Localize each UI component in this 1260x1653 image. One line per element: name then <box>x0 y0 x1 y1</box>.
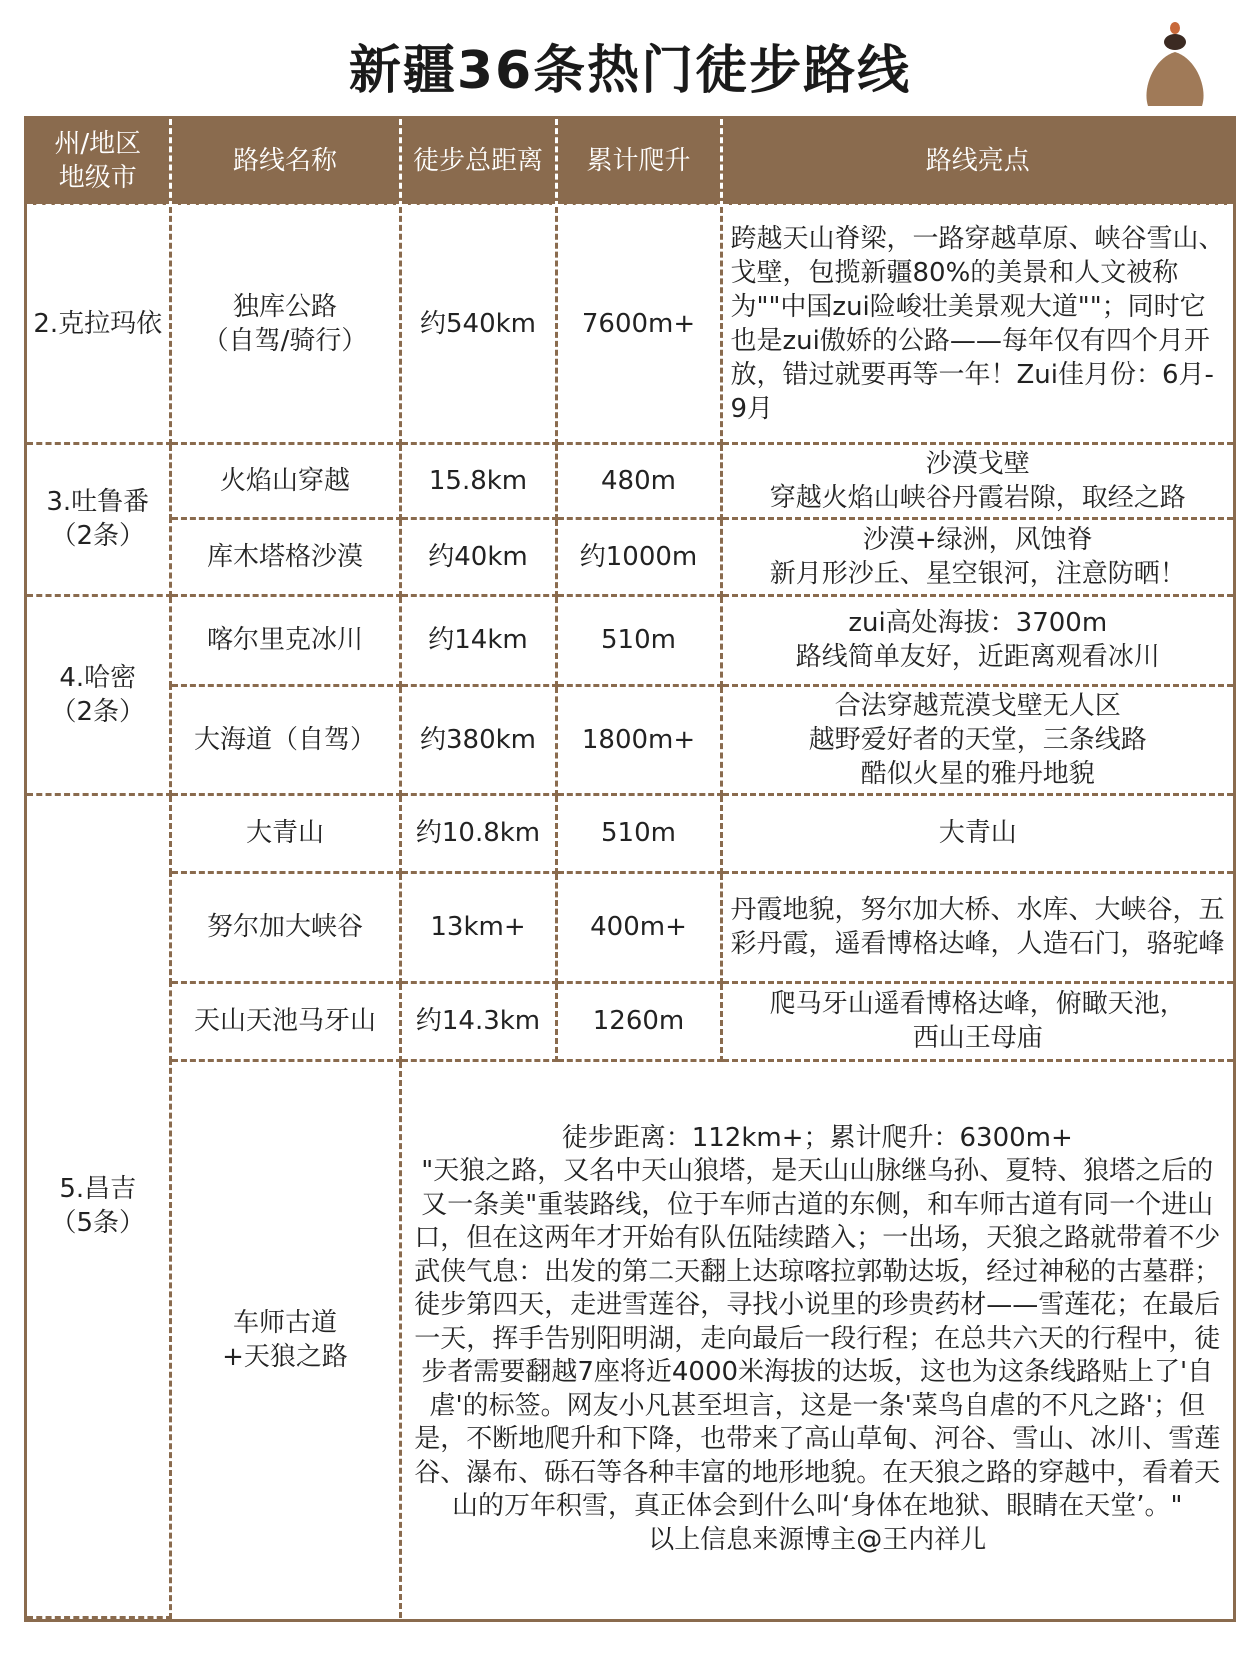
region-cell <box>27 443 170 595</box>
distance-cell: 约14km <box>400 595 556 685</box>
table-row <box>27 872 1233 982</box>
highlight-line: 新月形沙丘、星空银河，注意防晒！ <box>769 558 1186 589</box>
region-cell: 2.克拉玛依 <box>27 205 170 443</box>
highlight-cell <box>721 518 1233 595</box>
header-distance: 徒步总距离 <box>400 119 556 205</box>
summary-line: 徒步距离：112km+；累计爬升：6300m+ <box>561 1122 1073 1153</box>
route-name-cell <box>170 1060 400 1618</box>
routes-table <box>24 116 1236 1622</box>
table-row <box>27 982 1233 1060</box>
ascent-cell: 480m <box>556 443 721 518</box>
table-row <box>27 205 1233 443</box>
route-name-note: +天狼之路 <box>222 1341 348 1372</box>
header-highlights: 路线亮点 <box>721 119 1233 205</box>
ascent-cell: 约1000m <box>556 518 721 595</box>
region-cell <box>27 595 170 794</box>
distance-cell: 约540km <box>400 205 556 443</box>
highlight-line: 酷似火星的雅丹地貌 <box>860 758 1095 789</box>
route-name-cell: 库木塔格沙漠 <box>170 518 400 595</box>
table-row <box>27 595 1233 685</box>
table-row <box>27 794 1233 872</box>
highlight-cell <box>721 685 1233 794</box>
ascent-cell: 1260m <box>556 982 721 1060</box>
region-cell <box>27 794 170 1618</box>
table-row <box>27 443 1233 518</box>
distance-cell: 约10.8km <box>400 794 556 872</box>
highlight-line: 穿越火焰山峡谷丹霞岩隙，取经之路 <box>769 482 1186 513</box>
highlight-line: 爬马牙山遥看博格达峰，俯瞰天池， <box>769 989 1186 1019</box>
distance-cell: 15.8km <box>400 443 556 518</box>
header-region-line2: 地级市 <box>58 163 137 194</box>
region-name: 5.昌吉 <box>59 1173 137 1204</box>
header-route-name: 路线名称 <box>170 119 400 205</box>
region-count: （2条） <box>50 521 146 551</box>
distance-cell: 13km+ <box>400 872 556 982</box>
route-name-note: （自驾/骑行） <box>202 326 368 356</box>
header-ascent: 累计爬升 <box>556 119 721 205</box>
route-name-cell: 喀尔里克冰川 <box>170 595 400 685</box>
highlight-line: 越野爱好者的天堂，三条线路 <box>808 724 1147 755</box>
stacked-stones-icon <box>1140 18 1210 110</box>
highlight-cell-long <box>400 1060 1233 1618</box>
route-name: 车师古道 <box>232 1307 337 1338</box>
highlight-line: 沙漠戈壁 <box>925 448 1030 479</box>
table-row <box>27 518 1233 595</box>
highlight-cell: 丹霞地貌，努尔加大桥、水库、大峡谷，五彩丹霞，遥看博格达峰，人造石门，骆驼峰 <box>721 872 1233 982</box>
highlight-line: 合法穿越荒漠戈壁无人区 <box>834 690 1121 721</box>
route-name-cell: 大海道（自驾） <box>170 685 400 794</box>
highlight-cell <box>721 443 1233 518</box>
ascent-cell: 510m <box>556 595 721 685</box>
header-region <box>27 119 170 205</box>
ascent-cell: 510m <box>556 794 721 872</box>
table-row <box>27 685 1233 794</box>
table-row <box>27 1060 1233 1618</box>
highlight-line: 沙漠+绿洲，风蚀脊 <box>862 524 1093 555</box>
ascent-cell: 1800m+ <box>556 685 721 794</box>
page-title: 新疆36条热门徒步路线 <box>348 41 912 101</box>
header-region-line1: 州/地区 <box>54 129 142 160</box>
route-name: 独库公路 <box>232 292 337 322</box>
region-name: 3.吐鲁番 <box>46 487 150 517</box>
distance-cell: 约40km <box>400 518 556 595</box>
distance-cell: 约14.3km <box>400 982 556 1060</box>
region-name: 4.哈密 <box>59 662 137 693</box>
route-name-cell: 火焰山穿越 <box>170 443 400 518</box>
region-count: （5条） <box>50 1207 146 1238</box>
highlight-cell: 跨越天山脊梁，一路穿越草原、峡谷雪山、戈壁，包揽新疆80%的美景和人文被称为""中国zui险峻壮美景观大道""；同时它也是zui傲娇的公路——每年仅有四个月开放，错过就要再等一年！Zui佳月份：6月-9月 <box>721 205 1233 443</box>
highlight-cell: 大青山 <box>721 794 1233 872</box>
region-count: （2条） <box>50 696 146 727</box>
highlight-line: zui高处海拔：3700m <box>848 608 1108 638</box>
highlight-paragraph: "天狼之路，又名中天山狼塔，是天山山脉继乌孙、夏特、狼塔之后的又一条美"重装路线，位于车师古道的东侧，和车师古道有同一个进山口，但在这两年才开始有队伍陆续踏入；一出场，天狼之路就带着不少武侠气息：出发的第二天翻上达琼喀拉郭勒达坂，经过神秘的古墓群；徒步第四天，走进雪莲谷，寻找小说里的珍贵药材——雪莲花；在最后一天，挥手告别阳明湖，走向最后一段行程；在总共六天的行程中，徒步者需要翻越7座将近4000米海拔的达坂，这也为这条线路贴上了'自虐'的标签。网友小凡甚至坦言，这是一条'菜鸟自虐的不凡之路'；但是，不断地爬升和下降，也带来了高山草甸、河谷、雪山、冰川、雪莲谷、瀑布、砾石等各种丰富的地形地貌。在天狼之路的穿越中，看着天山的万年积雪，真正体会到什么叫‘身体在地狱、眼睛在天堂’。" <box>414 1156 1221 1522</box>
route-name-cell <box>170 205 400 443</box>
ascent-cell: 7600m+ <box>556 205 721 443</box>
distance-cell: 约380km <box>400 685 556 794</box>
highlight-cell <box>721 982 1233 1060</box>
route-name-cell: 大青山 <box>170 794 400 872</box>
ascent-cell: 400m+ <box>556 872 721 982</box>
route-name-cell: 天山天池马牙山 <box>170 982 400 1060</box>
route-name-cell: 努尔加大峡谷 <box>170 872 400 982</box>
highlight-line: 西山王母庙 <box>912 1023 1043 1053</box>
highlight-line: 路线简单友好，近距离观看冰川 <box>795 642 1160 672</box>
highlight-cell <box>721 595 1233 685</box>
source-credit: 以上信息来源博主@王内祥儿 <box>648 1524 987 1555</box>
